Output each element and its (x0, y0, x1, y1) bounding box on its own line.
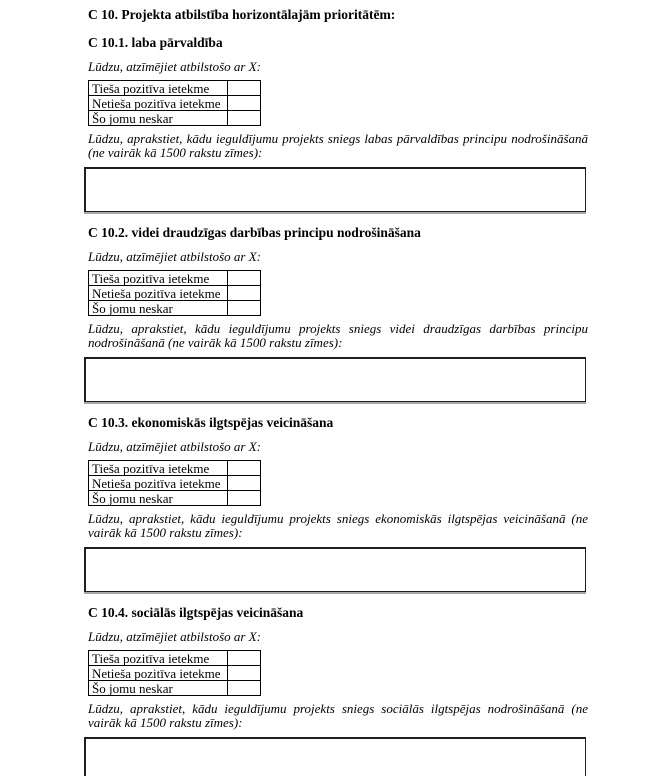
table-row (89, 476, 261, 491)
section-c10-4 (88, 606, 588, 776)
mark-instruction: Lūdzu, atzīmējiet atbilstošo ar X: (88, 439, 261, 454)
table-row (89, 271, 261, 286)
table-row (89, 666, 261, 681)
mark-instruction: Lūdzu, atzīmējiet atbilstošo ar X: (88, 629, 261, 644)
description-textbox[interactable] (84, 737, 586, 776)
describe-instruction: Lūdzu, aprakstiet, kādu ieguldījumu projekts sniegs sociālās ilgtspējas nodrošināšanā (ne vairāk kā 1500 rakstu zīmes): (88, 701, 588, 730)
impact-options-table (88, 460, 261, 506)
describe-instruction: Lūdzu, aprakstiet, kādu ieguldījumu projekts sniegs ekonomiskās ilgtspējas veicināšanā (ne vairāk kā 1500 rakstu zīmes): (88, 511, 588, 540)
mark-instruction: Lūdzu, atzīmējiet atbilstošo ar X: (88, 59, 261, 74)
option-mark-cell[interactable] (228, 666, 261, 681)
table-row (89, 111, 261, 126)
option-label: Tieša pozitīva ietekme (89, 651, 228, 666)
option-mark-cell[interactable] (228, 476, 261, 491)
option-label: Šo jomu neskar (89, 491, 228, 506)
section-heading: C 10.3. ekonomiskās ilgtspējas veicināšana (88, 415, 334, 430)
table-row (89, 461, 261, 476)
description-textbox[interactable] (84, 167, 586, 212)
section-heading: C 10.1. laba pārvaldība (88, 35, 223, 50)
table-row (89, 286, 261, 301)
option-label: Netieša pozitīva ietekme (89, 476, 228, 491)
option-label: Netieša pozitīva ietekme (89, 286, 228, 301)
description-textbox[interactable] (84, 357, 586, 402)
section-c10-1 (88, 36, 588, 212)
option-mark-cell[interactable] (228, 461, 261, 476)
option-label: Tieša pozitīva ietekme (89, 461, 228, 476)
table-row (89, 651, 261, 666)
option-label: Netieša pozitīva ietekme (89, 666, 228, 681)
table-row (89, 81, 261, 96)
page-title: C 10. Projekta atbilstība horizontālajām prioritātēm: (88, 7, 396, 22)
table-row (89, 681, 261, 696)
section-c10-3 (88, 416, 588, 592)
option-mark-cell[interactable] (228, 651, 261, 666)
section-heading: C 10.4. sociālās ilgtspējas veicināšana (88, 605, 304, 620)
option-mark-cell[interactable] (228, 491, 261, 506)
option-label: Šo jomu neskar (89, 681, 228, 696)
option-label: Netieša pozitīva ietekme (89, 96, 228, 111)
option-mark-cell[interactable] (228, 111, 261, 126)
option-mark-cell[interactable] (228, 681, 261, 696)
option-mark-cell[interactable] (228, 96, 261, 111)
option-label: Šo jomu neskar (89, 111, 228, 126)
option-mark-cell[interactable] (228, 81, 261, 96)
impact-options-table (88, 650, 261, 696)
impact-options-table (88, 270, 261, 316)
table-row (89, 491, 261, 506)
table-row (89, 301, 261, 316)
impact-options-table (88, 80, 261, 126)
mark-instruction: Lūdzu, atzīmējiet atbilstošo ar X: (88, 249, 261, 264)
description-textbox[interactable] (84, 547, 586, 592)
option-mark-cell[interactable] (228, 271, 261, 286)
describe-instruction: Lūdzu, aprakstiet, kādu ieguldījumu projekts sniegs videi draudzīgas darbības principu nodrošināšanā (ne vairāk kā 1500 rakstu zīmes): (88, 321, 588, 350)
describe-instruction: Lūdzu, aprakstiet, kādu ieguldījumu projekts sniegs labas pārvaldības principu nodrošināšanā (ne vairāk kā 1500 rakstu zīmes): (88, 131, 588, 160)
option-label: Tieša pozitīva ietekme (89, 81, 228, 96)
option-mark-cell[interactable] (228, 301, 261, 316)
section-heading: C 10.2. videi draudzīgas darbības principu nodrošināšana (88, 225, 421, 240)
section-c10-2 (88, 226, 588, 402)
option-label: Tieša pozitīva ietekme (89, 271, 228, 286)
table-row (89, 96, 261, 111)
option-label: Šo jomu neskar (89, 301, 228, 316)
option-mark-cell[interactable] (228, 286, 261, 301)
